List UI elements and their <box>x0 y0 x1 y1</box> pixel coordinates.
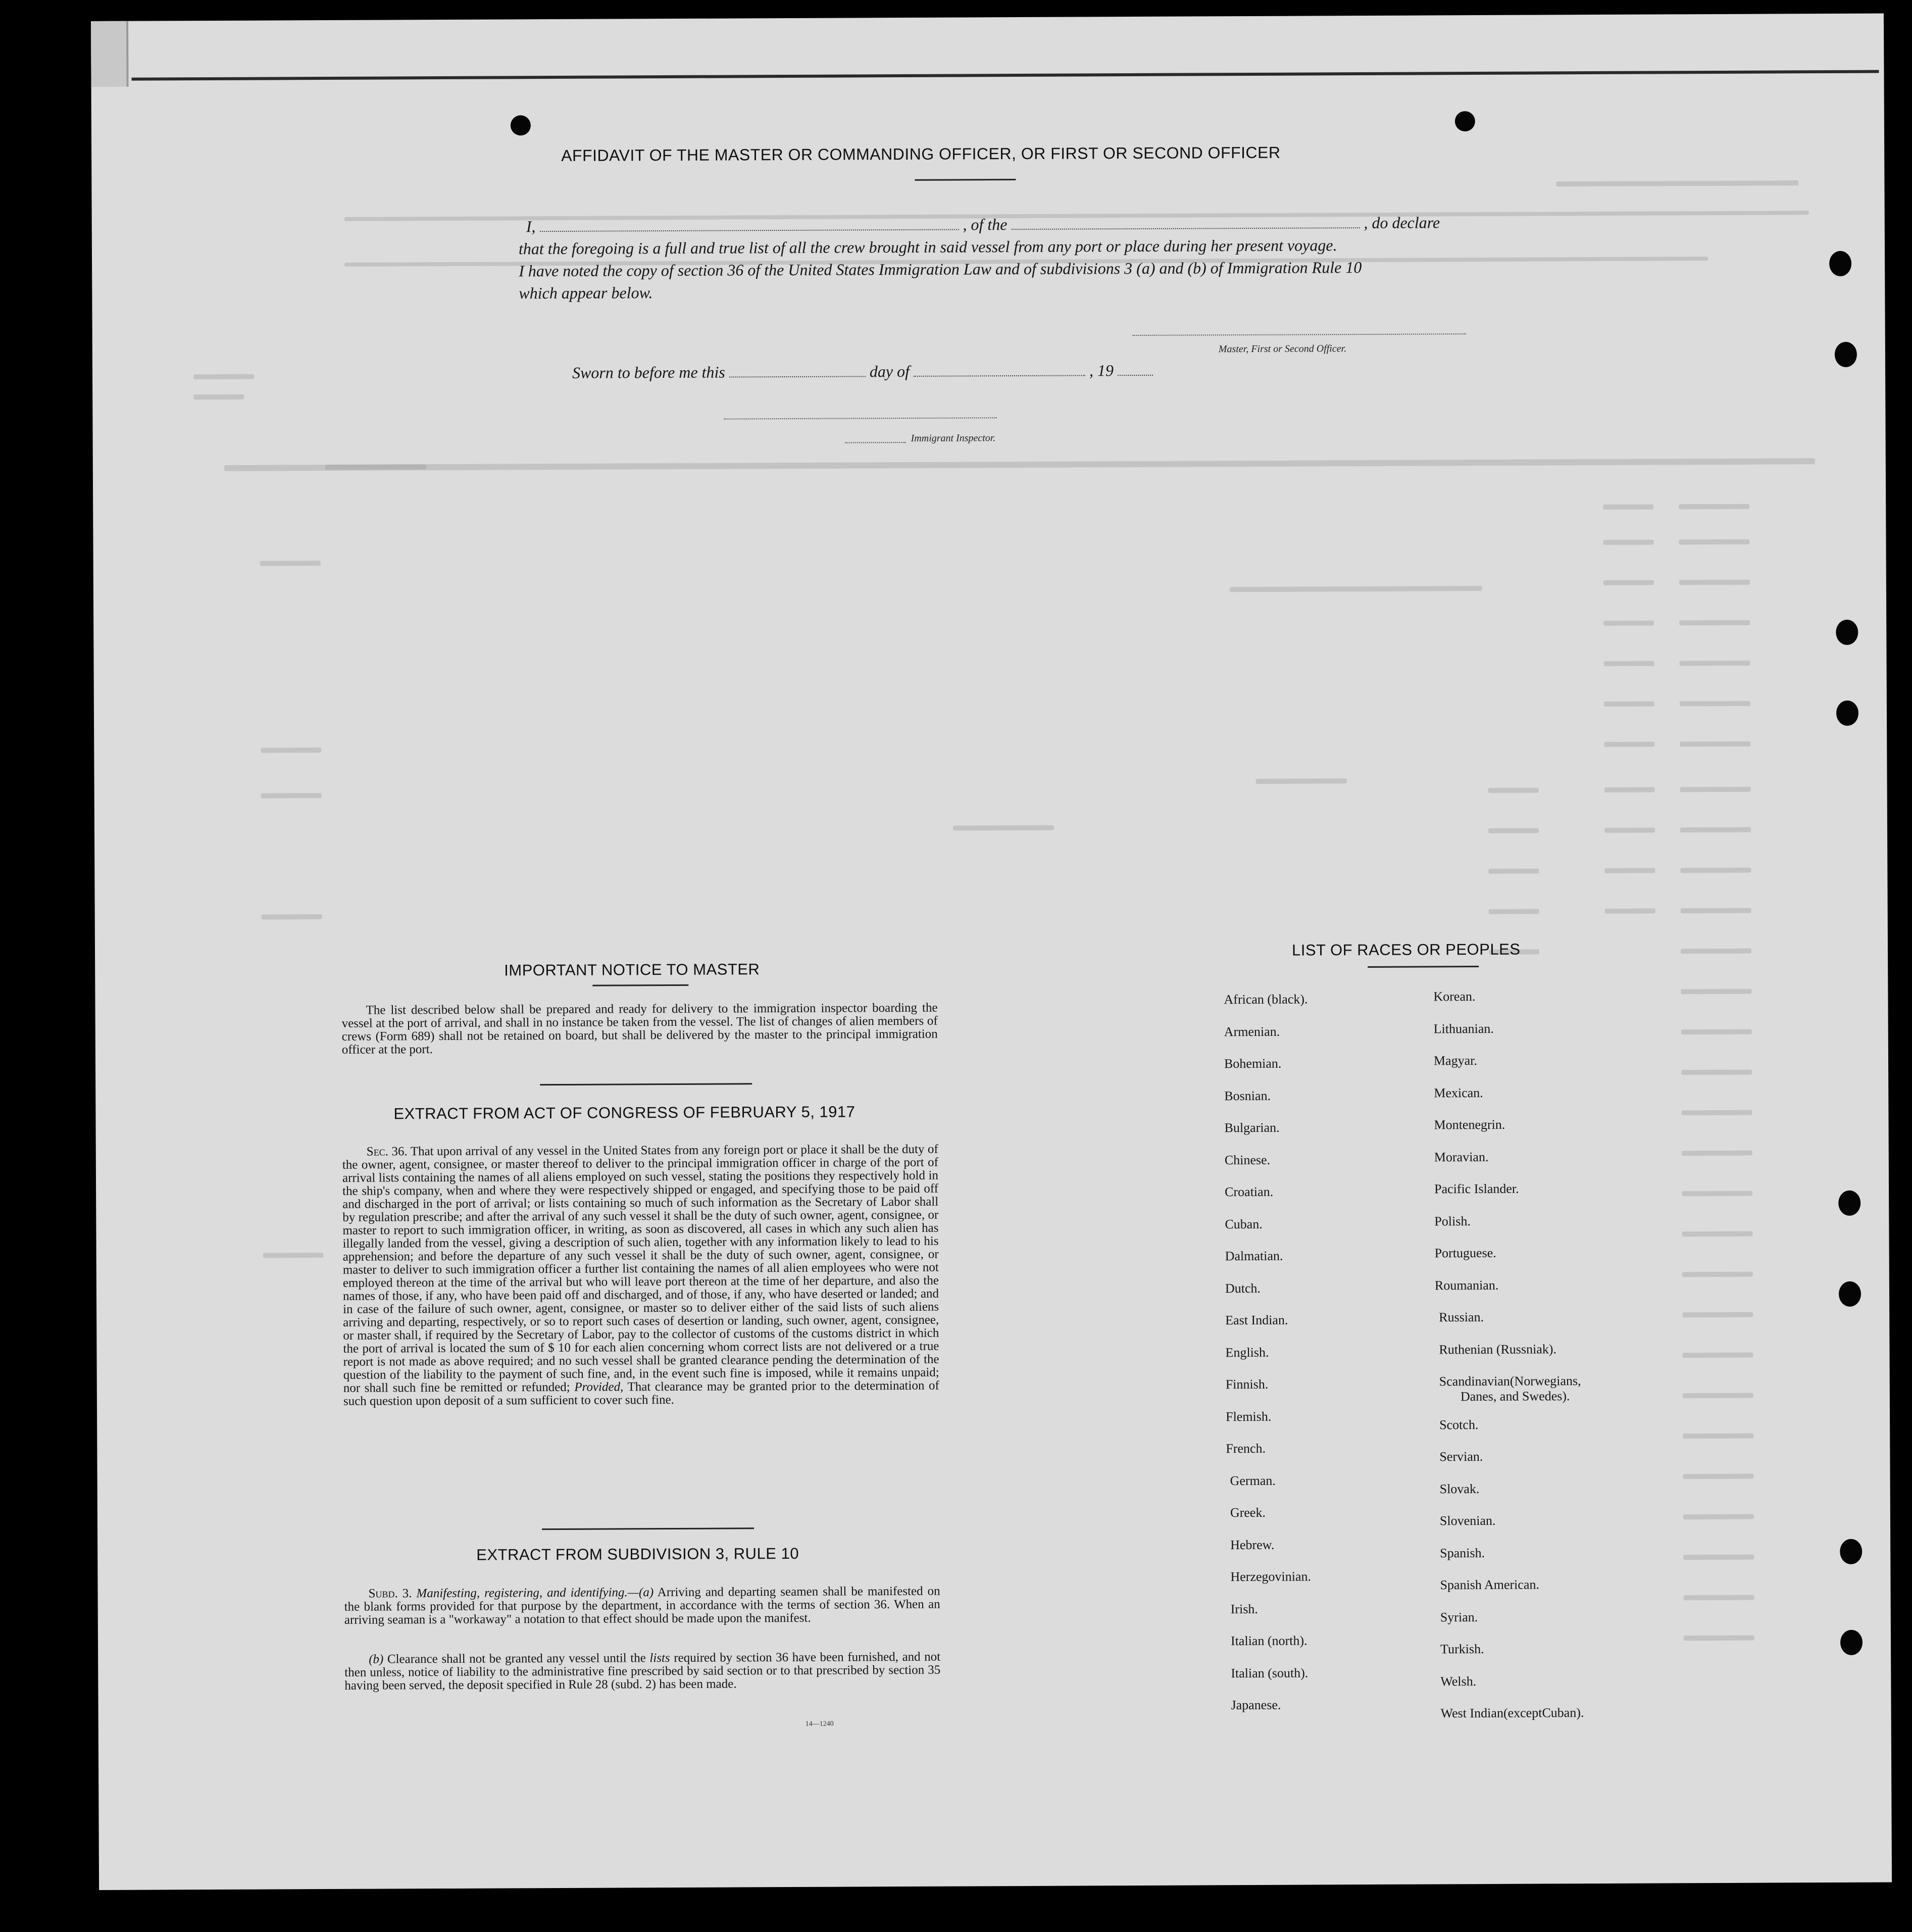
race-item: French. <box>1226 1441 1266 1456</box>
race-item: Portuguese. <box>1434 1245 1496 1261</box>
race-item: English. <box>1225 1345 1269 1360</box>
race-item: Bulgarian. <box>1224 1120 1280 1135</box>
rule10-title: EXTRACT FROM SUBDIVISION 3, RULE 10 <box>476 1544 799 1564</box>
document-page <box>91 14 1892 1890</box>
sworn-month-blank <box>914 362 1085 376</box>
race-item: Hebrew. <box>1230 1537 1275 1552</box>
race-item: Magyar. <box>1433 1053 1477 1068</box>
master-signature-line <box>1133 332 1466 336</box>
race-item-continuation: Danes, and Swedes). <box>1460 1389 1570 1404</box>
form-number: 14—1240 <box>805 1720 834 1728</box>
race-item: Dutch. <box>1225 1280 1261 1296</box>
race-item: Flemish. <box>1226 1409 1272 1424</box>
race-item: Italian (south). <box>1231 1665 1309 1680</box>
show-through-texture <box>91 14 1884 21</box>
sworn-prefix: Sworn to before me this <box>572 363 725 382</box>
edge-hole <box>1835 342 1857 367</box>
race-item: Pacific Islander. <box>1434 1181 1519 1197</box>
act-divider <box>542 1527 754 1530</box>
notice-text: The list described below shall be prepared and ready for delivery to the immigration inspector boarding the vessel at the port of arrival, and shall in no instance be taken from the vessel. The list of changes of alien members of crews (Form 689) shall not be retained on board, but shall be delivered by the master to the principal immigration officer at the port. <box>341 1001 938 1057</box>
race-item: Scotch. <box>1439 1417 1479 1432</box>
races-title: LIST OF RACES OR PEOPLES <box>1291 940 1521 959</box>
race-item: Slovak. <box>1439 1481 1480 1496</box>
race-item: Mexican. <box>1434 1085 1483 1100</box>
race-item: Servian. <box>1439 1449 1483 1464</box>
act-text: Sec. 36. That upon arrival of any vessel in the United States from any foreign port or place it shall be the duty of the owner, agent, consignee, or master thereof to deliver to the principal immigration officer in charge of the port of arrival lists containing the names of all aliens employed on such vessel, stating the positions they respectively hold in the ship's company, when and where they were respectively shipped or engaged, and specifying those to be paid off and discharged in the port of arrival; or lists containing so much of such information as the Secretary of Labor shall by regulation prescribe; and after the arrival of any such vessel it shall be the duty of such owner, agent, consignee, or master to report to such immigration officer, in writing, as soon as discovered, all cases in which any such alien has illegally landed from the vessel, giving a description of such alien, together with any information likely to lead to his apprehension; and before the departure of any such vessel it shall be the duty of such owner, agent, consignee, or master to deliver to such immigration officer a further list containing the names of all alien employees who were not employed thereon at the time of the arrival but who will leave port thereon at the time of her departure, and also the names of those, if any, who have been paid off and discharged, and of those, if any, who have deserted or landed; and in case of the failure of such owner, agent, consignee, or master so to deliver either of the said lists of such aliens arriving and departing, respectively, or so to report such cases of desertion or landing, such owner, agent, consignee, or master shall, if required by the Secretary of Labor, pay to the collector of customs of the customs district in which the port of arrival is located the sum of $ 10 for each alien concerning whom correct lists are not delivered or a true report is not made as above required; and no such vessel shall be granted clearance pending the determination of the question of the liability to the payment of such fine, and, in the event such fine is imposed, while it remains unpaid; nor shall such fine be remitted or refunded; Provided, That clearance may be granted prior to the determination of such question upon deposit of a sum sufficient to cover such fine. <box>342 1142 939 1408</box>
race-item: Bohemian. <box>1224 1056 1282 1071</box>
edge-hole <box>1838 1191 1860 1216</box>
race-item: East Indian. <box>1225 1312 1288 1328</box>
notice-divider <box>540 1083 752 1085</box>
rule10-text-b: (b) Clearance shall not be granted any vessel until the lists required by section 36 have been furnished, and not then unless, notice of liability to the administrative fine prescribed by said section or to that prescribed by section 35 having been served, the deposit specified in Rule 28 (subd. 2) has been made. <box>344 1650 941 1693</box>
races-underline <box>1368 966 1479 968</box>
race-item: Irish. <box>1230 1601 1258 1616</box>
sworn-year-blank <box>1118 362 1153 376</box>
race-item: Turkish. <box>1440 1641 1484 1657</box>
act-title: EXTRACT FROM ACT OF CONGRESS OF FEBRUARY 5, 1917 <box>393 1103 856 1123</box>
punch-hole-right <box>1455 111 1475 131</box>
sworn-day-label: day of <box>869 362 910 381</box>
races-right-column <box>91 14 1884 21</box>
race-item: Herzegovinian. <box>1230 1569 1312 1584</box>
edge-hole <box>1836 620 1858 645</box>
race-item: Spanish. <box>1440 1545 1485 1560</box>
edge-hole <box>1839 1281 1861 1307</box>
race-item: Bosnian. <box>1224 1088 1271 1103</box>
inspector-caption: Immigrant Inspector. <box>911 432 996 444</box>
master-signature-caption: Master, First or Second Officer. <box>1218 343 1347 355</box>
race-item: Cuban. <box>1225 1216 1263 1231</box>
race-item: Roumanian. <box>1434 1277 1499 1293</box>
race-item: African (black). <box>1224 992 1308 1007</box>
affidavit-i-label: I, <box>526 217 536 236</box>
affidavit-title: AFFIDAVIT OF THE MASTER OR COMMANDING OFFICER, OR FIRST OR SECOND OFFICER <box>561 143 1281 165</box>
race-item: Scandinavian(Norwegians, <box>1439 1373 1581 1389</box>
race-item: Slovenian. <box>1439 1513 1496 1528</box>
edge-hole <box>1840 1630 1863 1655</box>
race-item: Montenegrin. <box>1434 1117 1505 1132</box>
rule10-text-a: Subd. 3. Manifesting, registering, and identifying.—(a) Arriving and departing seamen shall be manifested on the blank forms provided for that purpose by the department, in accordance with the terms of section 36. When an arriving seaman is a "workaway" a notation to that effect should be made upon the manifest. <box>344 1584 940 1627</box>
sworn-day-blank <box>729 363 866 377</box>
race-item: West Indian(exceptCuban). <box>1440 1705 1584 1721</box>
race-item: Finnish. <box>1225 1376 1269 1392</box>
sworn-year-label: , 19 <box>1089 361 1114 380</box>
vessel-blank <box>1011 214 1360 230</box>
sworn-line <box>572 361 1153 382</box>
notice-title: IMPORTANT NOTICE TO MASTER <box>504 960 760 979</box>
race-item: Syrian. <box>1440 1609 1478 1624</box>
race-item: Croatian. <box>1225 1184 1274 1200</box>
race-item: Chinese. <box>1224 1152 1271 1167</box>
title-underline <box>915 179 1016 181</box>
punch-hole-left <box>511 115 531 135</box>
affidavit-line-4: which appear below. <box>519 283 653 303</box>
race-item: Korean. <box>1433 989 1476 1004</box>
edge-hole <box>1836 701 1858 726</box>
folded-corner <box>91 21 129 87</box>
race-item: Armenian. <box>1224 1024 1280 1039</box>
affidavit-declaration-line <box>526 213 1440 236</box>
inspector-signature-line-short <box>845 441 906 443</box>
race-item: Spanish American. <box>1440 1577 1540 1593</box>
race-item: Japanese. <box>1231 1697 1281 1713</box>
affidavit-declare-label: , do declare <box>1364 213 1440 232</box>
race-item: Russian. <box>1439 1309 1484 1325</box>
race-item: Polish. <box>1434 1213 1471 1228</box>
affidavit-of-label: , of the <box>963 215 1008 234</box>
edge-hole <box>1829 251 1851 276</box>
race-item: Italian (north). <box>1230 1633 1307 1649</box>
races-left-column <box>91 14 1884 21</box>
race-item: Ruthenian (Russniak). <box>1439 1341 1557 1357</box>
race-item: German. <box>1230 1473 1276 1488</box>
race-item: Welsh. <box>1440 1673 1477 1689</box>
race-item: Dalmatian. <box>1225 1248 1283 1264</box>
affidavit-line-2: that the foregoing is a full and true list of all the crew brought in said vessel from any port or place during her present voyage. <box>518 236 1337 258</box>
top-border-rule <box>131 70 1879 81</box>
affidavit-line-3: I have noted the copy of section 36 of the United States Immigration Law and of subdivisions 3 (a) and (b) of Immigration Rule 10 <box>519 258 1362 280</box>
edge-hole <box>1840 1539 1862 1564</box>
race-item: Moravian. <box>1434 1149 1489 1164</box>
race-item: Lithuanian. <box>1433 1021 1494 1036</box>
race-item: Greek. <box>1230 1505 1266 1520</box>
notice-underline <box>592 984 688 986</box>
name-blank <box>539 216 959 232</box>
inspector-signature-line <box>724 416 996 419</box>
